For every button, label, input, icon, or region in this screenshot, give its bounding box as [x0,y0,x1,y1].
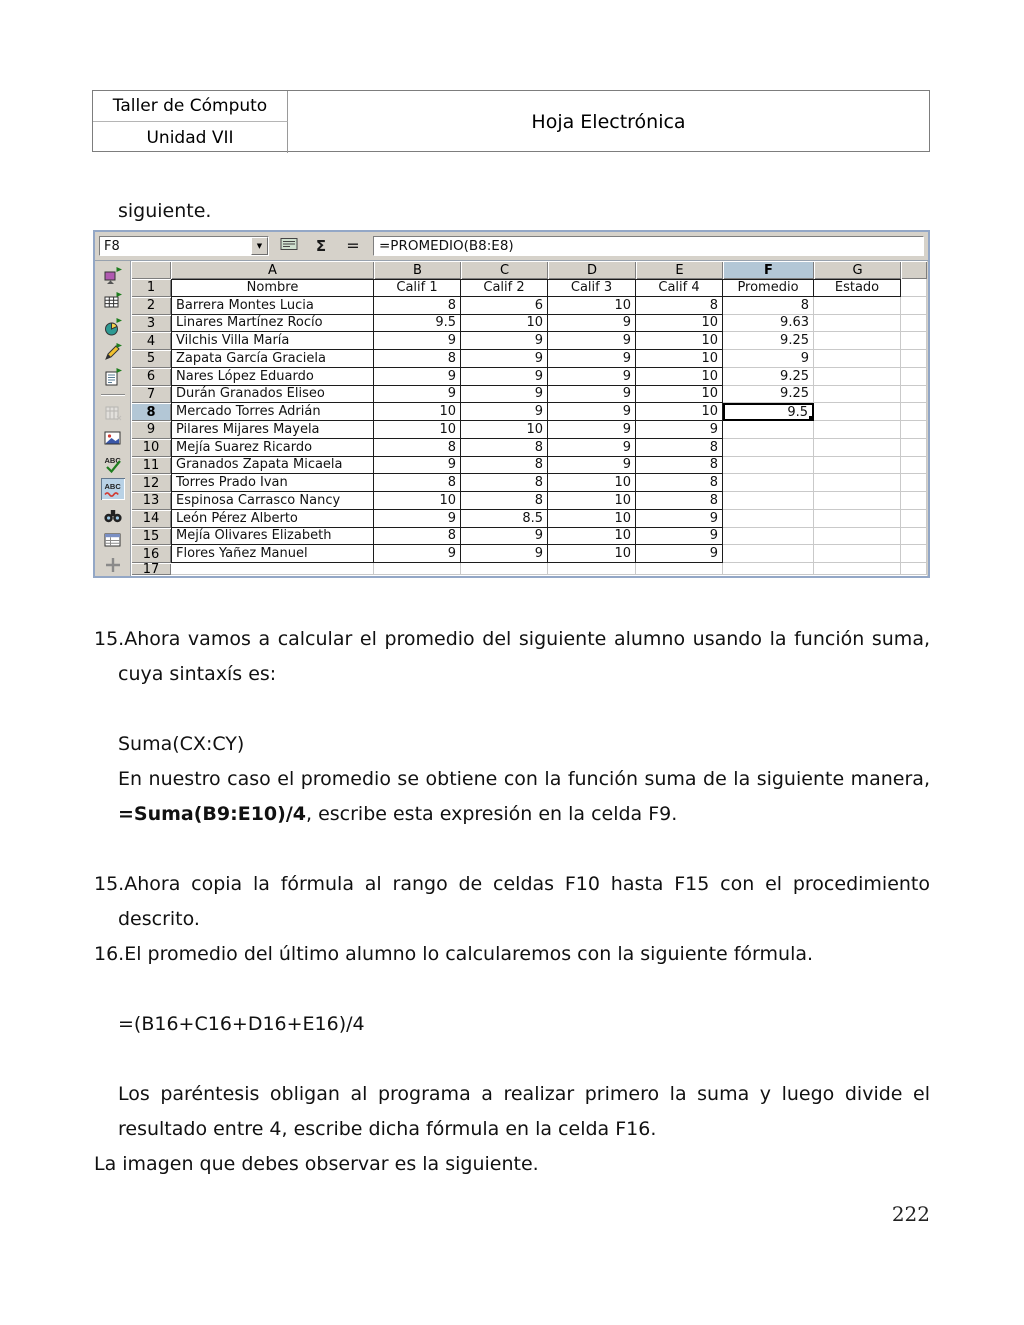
cell-E16[interactable]: 9 [636,545,723,563]
main-toolbar [95,261,131,576]
cell-B15[interactable]: 8 [374,528,461,546]
cell-F7[interactable]: 9.25 [723,386,814,404]
cell-A7[interactable]: Durán Granados Eliseo [171,386,374,404]
toolbar-divider [101,394,125,396]
cell-extra-11[interactable] [901,457,927,475]
svg-text:ABC: ABC [104,482,121,492]
cell-D7[interactable]: 9 [548,386,636,404]
cell-G8[interactable] [814,403,901,421]
row-header-17[interactable]: 17 [131,563,171,575]
sheet-area [95,261,928,576]
cell-A17[interactable] [171,563,374,575]
cell-D10[interactable]: 9 [548,439,636,457]
row-header-1[interactable]: 1 [131,279,171,297]
cell-F5[interactable]: 9 [723,350,814,368]
formula-bold: =Suma(B9:E10)/4 [118,803,306,825]
cell-G4[interactable] [814,332,901,350]
cell-E6[interactable]: 10 [636,368,723,386]
header-title: Hoja Electrónica [531,111,686,133]
data-sources-icon[interactable] [101,529,125,550]
plus-icon[interactable] [101,555,125,576]
cell-B16[interactable]: 9 [374,545,461,563]
cell-extra-4[interactable] [901,332,927,350]
cell-D8[interactable]: 9 [548,403,636,421]
cell-G10[interactable] [814,439,901,457]
cell-E4[interactable]: 10 [636,332,723,350]
cell-A1[interactable]: Nombre [171,279,374,297]
cell-B17[interactable] [374,563,461,575]
cell-extra-2[interactable] [901,297,927,315]
list-item-15b: 15.Ahora copia la fórmula al rango de celdas F10 hasta F15 con el procedimiento descrito. [94,873,930,930]
cell-A12[interactable]: Torres Prado Ivan [171,474,374,492]
list-item-16: 16.El promedio del último alumno lo calcularemos con la siguiente fórmula. [94,943,814,965]
column-header-D[interactable]: D [548,261,636,279]
column-header-G[interactable]: G [814,261,901,279]
list-item-15a: 15.Ahora vamos a calcular el promedio del siguiente alumno usando la función suma, cuya sintaxís es: [94,628,930,685]
cell-B6[interactable]: 9 [374,368,461,386]
insert-object-icon[interactable] [101,265,125,286]
cell-B11[interactable]: 9 [374,457,461,475]
column-header-C[interactable]: C [461,261,548,279]
page-number: 222 [891,1202,930,1226]
closing-line: La imagen que debes observar es la siguiente. [94,1153,539,1175]
row-header-10[interactable]: 10 [131,439,171,457]
cell-G6[interactable] [814,368,901,386]
insert-chart-icon[interactable] [101,316,125,337]
cell-C5[interactable]: 9 [461,350,548,368]
column-header-B[interactable]: B [374,261,461,279]
spreadsheet-screenshot [93,230,930,578]
cell-E5[interactable]: 10 [636,350,723,368]
autoformat-icon[interactable] [101,402,125,423]
cell-G17[interactable] [814,563,901,575]
cell-C3[interactable]: 10 [461,315,548,333]
header-unit: Unidad VII [93,122,288,153]
cell-C10[interactable]: 8 [461,439,548,457]
cell-A11[interactable]: Granados Zapata Micaela [171,457,374,475]
cell-D1[interactable]: Calif 3 [548,279,636,297]
insert-graphics-icon[interactable] [101,428,125,449]
cell-E8[interactable]: 10 [636,403,723,421]
cell-E14[interactable]: 9 [636,510,723,528]
cell-C6[interactable]: 9 [461,368,548,386]
cell-A6[interactable]: Nares López Eduardo [171,368,374,386]
insert-frame-icon[interactable] [101,367,125,388]
function-wizard-icon[interactable] [277,236,301,256]
column-header-partial[interactable] [901,261,927,279]
cell-extra-13[interactable] [901,492,927,510]
draw-functions-icon[interactable] [101,341,125,362]
cell-extra-5[interactable] [901,350,927,368]
cell-A15[interactable]: Mejía Olivares Elizabeth [171,528,374,546]
cell-C8[interactable]: 9 [461,403,548,421]
cell-G11[interactable] [814,457,901,475]
cell-C12[interactable]: 8 [461,474,548,492]
cell-F11[interactable] [723,457,814,475]
cell-D16[interactable]: 10 [548,545,636,563]
cell-F13[interactable] [723,492,814,510]
cell-D17[interactable] [548,563,636,575]
cell-F10[interactable] [723,439,814,457]
cell-B13[interactable]: 10 [374,492,461,510]
cell-extra-6[interactable] [901,368,927,386]
cell-F2[interactable]: 8 [723,297,814,315]
intro-text: siguiente. [118,200,212,222]
find-replace-icon[interactable] [101,504,125,525]
cell-E12[interactable]: 8 [636,474,723,492]
cell-G12[interactable] [814,474,901,492]
cell-C1[interactable]: Calif 2 [461,279,548,297]
column-header-E[interactable]: E [636,261,723,279]
cell-G14[interactable] [814,510,901,528]
cell-D11[interactable]: 9 [548,457,636,475]
name-box-dropdown-icon[interactable]: ▼ [251,237,268,255]
sum-icon[interactable]: Σ [315,237,327,255]
cell-C7[interactable]: 9 [461,386,548,404]
cell-D12[interactable]: 10 [548,474,636,492]
cell-F12[interactable] [723,474,814,492]
cell-F15[interactable] [723,528,814,546]
cell-D6[interactable]: 9 [548,368,636,386]
cell-extra-7[interactable] [901,386,927,404]
cell-E10[interactable]: 8 [636,439,723,457]
cell-B12[interactable]: 8 [374,474,461,492]
formula-line: =(B16+C16+D16+E16)/4 [118,1013,365,1035]
explanation-2: Los paréntesis obligan al programa a realizar primero la suma y luego divide el resultado entre 4, escribe dicha fórmula en la celda F16. [118,1083,930,1140]
cell-D5[interactable]: 9 [548,350,636,368]
cell-G2[interactable] [814,297,901,315]
cell-F16[interactable] [723,545,814,563]
cell-C11[interactable]: 8 [461,457,548,475]
row-header-3[interactable]: 3 [131,315,171,333]
cell-F9[interactable] [723,421,814,439]
body-content [0,622,1024,1182]
cell-E11[interactable]: 8 [636,457,723,475]
cell-G7[interactable] [814,386,901,404]
insert-cells-icon[interactable] [101,290,125,311]
cell-C15[interactable]: 9 [461,528,548,546]
cell-B1[interactable]: Calif 1 [374,279,461,297]
row-header-7[interactable]: 7 [131,386,171,404]
cell-extra-15[interactable] [901,528,927,546]
column-header-F[interactable]: F [723,261,814,279]
cell-A13[interactable]: Espinosa Carrasco Nancy [171,492,374,510]
column-header-A[interactable]: A [171,261,374,279]
equals-icon[interactable]: = [346,236,360,255]
cell-E3[interactable]: 10 [636,315,723,333]
auto-spellcheck-icon[interactable] [101,478,125,499]
cell-extra-17[interactable] [901,563,927,575]
cell-F17[interactable] [723,563,814,575]
cell-A8[interactable]: Mercado Torres Adrián [171,403,374,421]
cell-B7[interactable]: 9 [374,386,461,404]
cell-F4[interactable]: 9.25 [723,332,814,350]
row-header-6[interactable]: 6 [131,368,171,386]
formula-input[interactable]: =PROMEDIO(B8:E8) [373,236,924,256]
cell-F8[interactable]: 9.5 [723,403,814,421]
cell-A10[interactable]: Mejía Suarez Ricardo [171,439,374,457]
row-header-13[interactable]: 13 [131,492,171,510]
cell-B9[interactable]: 10 [374,421,461,439]
cell-B5[interactable]: 8 [374,350,461,368]
row-header-2[interactable]: 2 [131,297,171,315]
cell-E1[interactable]: Calif 4 [636,279,723,297]
cell-D14[interactable]: 10 [548,510,636,528]
cell-G3[interactable] [814,315,901,333]
cell-E13[interactable]: 8 [636,492,723,510]
row-header-14[interactable]: 14 [131,510,171,528]
cell-G16[interactable] [814,545,901,563]
cell-D3[interactable]: 9 [548,315,636,333]
formula-bar [95,232,928,261]
syntax-line: Suma(CX:CY) [118,733,245,755]
cell-extra-16[interactable] [901,545,927,563]
cell-A3[interactable]: Linares Martínez Rocío [171,315,374,333]
row-header-15[interactable]: 15 [131,528,171,546]
cell-extra-8[interactable] [901,403,927,421]
cell-C16[interactable]: 9 [461,545,548,563]
cell-C4[interactable]: 9 [461,332,548,350]
cell-C2[interactable]: 6 [461,297,548,315]
svg-text:ABC: ABC [104,455,121,465]
cell-C17[interactable] [461,563,548,575]
cell-extra-1[interactable] [901,279,927,297]
cell-B10[interactable]: 8 [374,439,461,457]
name-box[interactable] [99,236,269,256]
row-header-4[interactable]: 4 [131,332,171,350]
cell-E7[interactable]: 10 [636,386,723,404]
cell-D13[interactable]: 10 [548,492,636,510]
cell-G9[interactable] [814,421,901,439]
cell-F3[interactable]: 9.63 [723,315,814,333]
cell-D4[interactable]: 9 [548,332,636,350]
explanation-1 [118,762,930,832]
spellcheck-icon[interactable] [101,453,125,474]
name-box-value[interactable]: F8 [104,238,120,254]
sheet-grid [131,261,927,576]
cell-A2[interactable]: Barrera Montes Lucia [171,297,374,315]
row-header-11[interactable]: 11 [131,457,171,475]
cell-B3[interactable]: 9.5 [374,315,461,333]
row-header-5[interactable]: 5 [131,350,171,368]
cell-D15[interactable]: 10 [548,528,636,546]
cell-A4[interactable]: Vilchis Villa María [171,332,374,350]
cell-A14[interactable]: León Pérez Alberto [171,510,374,528]
cell-G13[interactable] [814,492,901,510]
cell-A5[interactable]: Zapata García Graciela [171,350,374,368]
cell-E2[interactable]: 8 [636,297,723,315]
header-course: Taller de Cómputo [93,91,288,122]
cell-F1[interactable]: Promedio [723,279,814,297]
row-header-8[interactable]: 8 [131,403,171,421]
cell-extra-12[interactable] [901,474,927,492]
cell-B4[interactable]: 9 [374,332,461,350]
cell-extra-10[interactable] [901,439,927,457]
cell-E15[interactable]: 9 [636,528,723,546]
cell-C9[interactable]: 10 [461,421,548,439]
cell-G15[interactable] [814,528,901,546]
cell-A16[interactable]: Flores Yañez Manuel [171,545,374,563]
cell-C14[interactable]: 8.5 [461,510,548,528]
cell-E9[interactable]: 9 [636,421,723,439]
cell-extra-14[interactable] [901,510,927,528]
cell-C13[interactable]: 8 [461,492,548,510]
row-header-16[interactable]: 16 [131,545,171,563]
cell-extra-3[interactable] [901,315,927,333]
cell-E17[interactable] [636,563,723,575]
cell-G1[interactable]: Estado [814,279,901,297]
corner-cell[interactable] [131,261,171,279]
cell-F6[interactable]: 9.25 [723,368,814,386]
cell-D9[interactable]: 9 [548,421,636,439]
row-header-12[interactable]: 12 [131,474,171,492]
cell-B14[interactable]: 9 [374,510,461,528]
cell-F14[interactable] [723,510,814,528]
cell-B2[interactable]: 8 [374,297,461,315]
cell-D2[interactable]: 10 [548,297,636,315]
explanation-1-pre: En nuestro caso el promedio se obtiene con la función suma de la siguiente manera, [118,768,930,790]
doc-header-table [92,90,930,152]
cell-B8[interactable]: 10 [374,403,461,421]
row-header-9[interactable]: 9 [131,421,171,439]
explanation-1-post: , escribe esta expresión en la celda F9. [306,803,678,825]
cell-G5[interactable] [814,350,901,368]
cell-extra-9[interactable] [901,421,927,439]
cell-A9[interactable]: Pilares Mijares Mayela [171,421,374,439]
